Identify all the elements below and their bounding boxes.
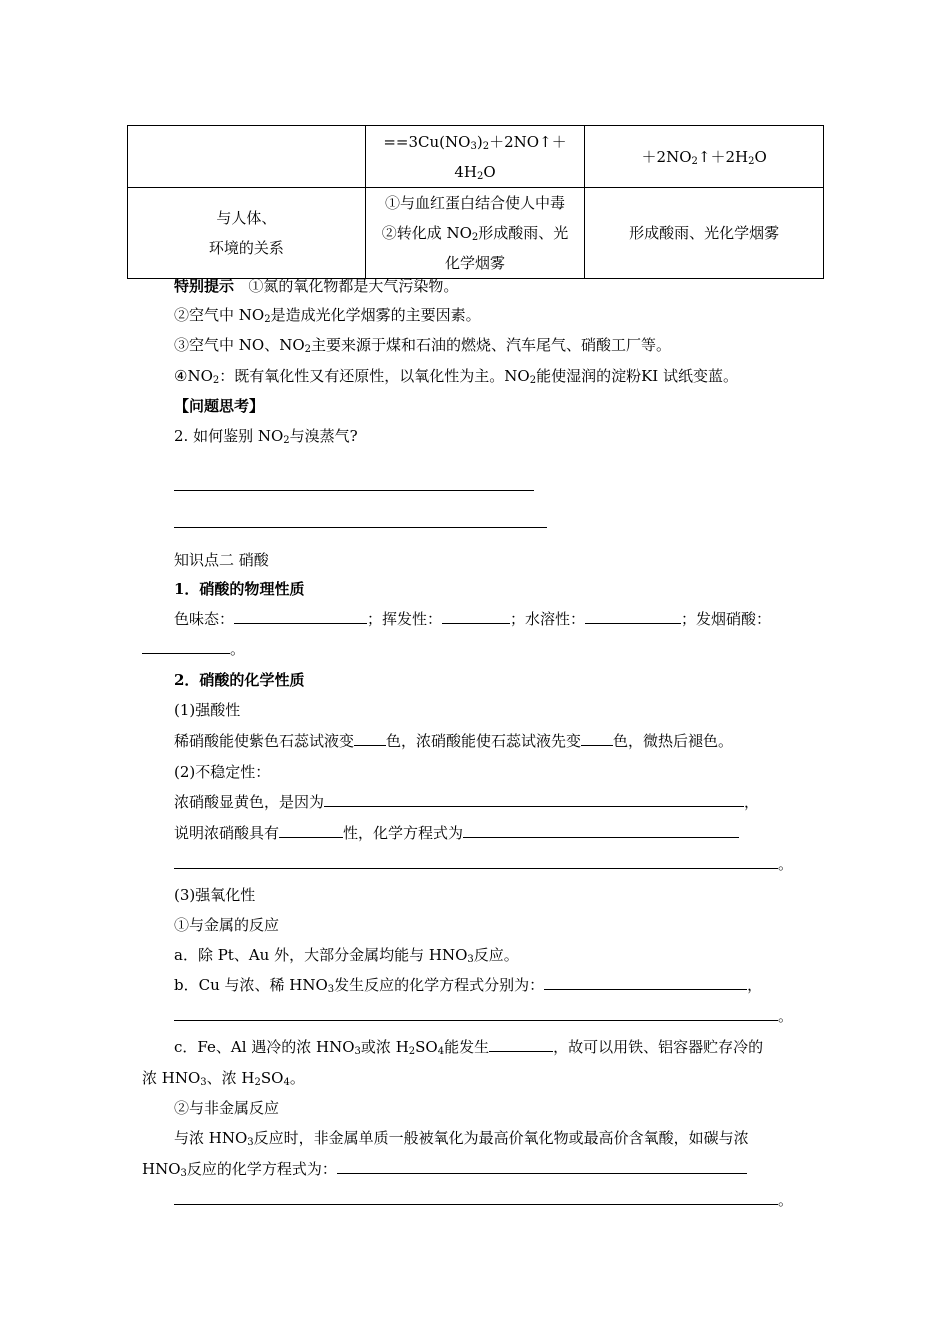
table-cell-equation-no2: $+2NO_2↑+2H_2O$ (585, 126, 824, 188)
blank-color-state[interactable] (234, 607, 367, 624)
heading-physical-properties: 1．硝酸的物理性质 (174, 580, 305, 598)
blank-cu-equations[interactable] (544, 973, 747, 990)
table-cell-empty (128, 126, 366, 188)
metal-reaction-c: c．Fe、Al 遇冷的浓 $HNO_3$或浓 $H_2SO_4$能发生 ，故可以用铁、铝容器贮存冷的 (174, 1032, 763, 1062)
table-row (128, 188, 824, 279)
table-cell-no2-effects: 形成酸雨、光化学烟雾 (585, 188, 824, 279)
tip-line-1: 特别提示 ①氮的氧化物都是大气污染物。 (174, 277, 459, 295)
blank-cu-equations-cont[interactable] (174, 1004, 778, 1021)
nonmetal-reaction-text-3: 。 (174, 1185, 793, 1215)
blank-equation[interactable] (463, 821, 739, 838)
tip-line-2: ②空气中 $NO_2$是造成光化学烟雾的主要因素。 (174, 306, 481, 325)
section-title: 知识点二 硝酸 (174, 551, 269, 569)
blank-fuming-nitric-acid[interactable] (142, 637, 230, 654)
metal-reaction-title: ①与金属的反应 (174, 916, 280, 934)
blank-yellow-reason[interactable] (324, 790, 744, 807)
blank-color-2[interactable] (581, 729, 613, 746)
physical-properties-line: 色味态： ；挥发性： ；水溶性： ；发烟硝酸： (174, 604, 771, 634)
heading-chemical-properties: 2．硝酸的化学性质 (174, 671, 305, 689)
nonmetal-reaction-title: ②与非金属反应 (174, 1099, 280, 1117)
tip-line-3: ③空气中 NO、$NO_2$主要来源于煤和石油的燃烧、汽车尾气、硝酸工厂等。 (174, 336, 672, 355)
nonmetal-reaction-text: 与浓 $HNO_3$反应时，非金属单质一般被氧化为最高价氧化物或最高价含氧酸，如碳与浓 (174, 1129, 749, 1148)
strong-oxidation-title: (3)强氧化性 (174, 886, 256, 904)
instability-line-2: 说明浓硝酸具有 性，化学方程式为 (174, 818, 739, 848)
answer-line[interactable] (174, 527, 547, 528)
table-row (128, 126, 824, 188)
metal-reaction-c-cont: 浓 $HNO_3$、浓 $H_2SO_4$。 (142, 1069, 305, 1088)
table-cell-relation-label: 与人体、 环境的关系 (128, 188, 366, 279)
nitrogen-oxide-table (127, 125, 824, 279)
blank-carbon-equation-cont[interactable] (174, 1188, 778, 1205)
question-2: 2. 如何鉴别 $NO_2$与溴蒸气? (174, 427, 358, 446)
table-cell-no-effects: ①与血红蛋白结合使人中毒 ②转化成 $NO_2$形成酸雨、光 化学烟雾 (365, 188, 585, 279)
blank-color-1[interactable] (354, 729, 386, 746)
strong-acidity-title: (1)强酸性 (174, 701, 241, 719)
answer-line[interactable] (174, 490, 534, 491)
physical-properties-line-2: 。 (142, 634, 245, 664)
metal-reaction-a: a．除 Pt、Au 外，大部分金属均能与 $HNO_3$反应。 (174, 946, 519, 965)
blank-equation-cont[interactable] (174, 852, 778, 869)
question-heading: 【问题思考】 (174, 397, 265, 415)
strong-acidity-text: 稀硝酸能使紫色石蕊试液变 色，浓硝酸能使石蕊试液先变 色，微热后褪色。 (174, 726, 733, 756)
metal-reaction-b-cont: 。 (174, 1001, 793, 1031)
blank-solubility[interactable] (585, 607, 681, 624)
table-cell-equation-cu: $==3Cu(NO_3)_2+2NO↑+$ $4H_2O$ (365, 126, 585, 188)
nonmetal-reaction-text-2: $HNO_3$反应的化学方程式为： (142, 1154, 747, 1184)
metal-reaction-b: b．Cu 与浓、稀 $HNO_3$发生反应的化学方程式分别为： ， (174, 970, 762, 1000)
blank-passivation[interactable] (489, 1035, 553, 1052)
instability-title: (2)不稳定性： (174, 763, 271, 781)
tip-line-4: $④NO_2$：既有氧化性又有还原性，以氧化性为主。$NO_2$能使湿润的淀粉KI 试纸变蓝。 (174, 367, 738, 386)
blank-volatility[interactable] (442, 607, 510, 624)
blank-carbon-equation[interactable] (337, 1157, 747, 1174)
blank-property[interactable] (279, 821, 343, 838)
instability-line-3: 。 (174, 849, 793, 879)
instability-line-1: 浓硝酸显黄色，是因为 ， (174, 787, 759, 817)
